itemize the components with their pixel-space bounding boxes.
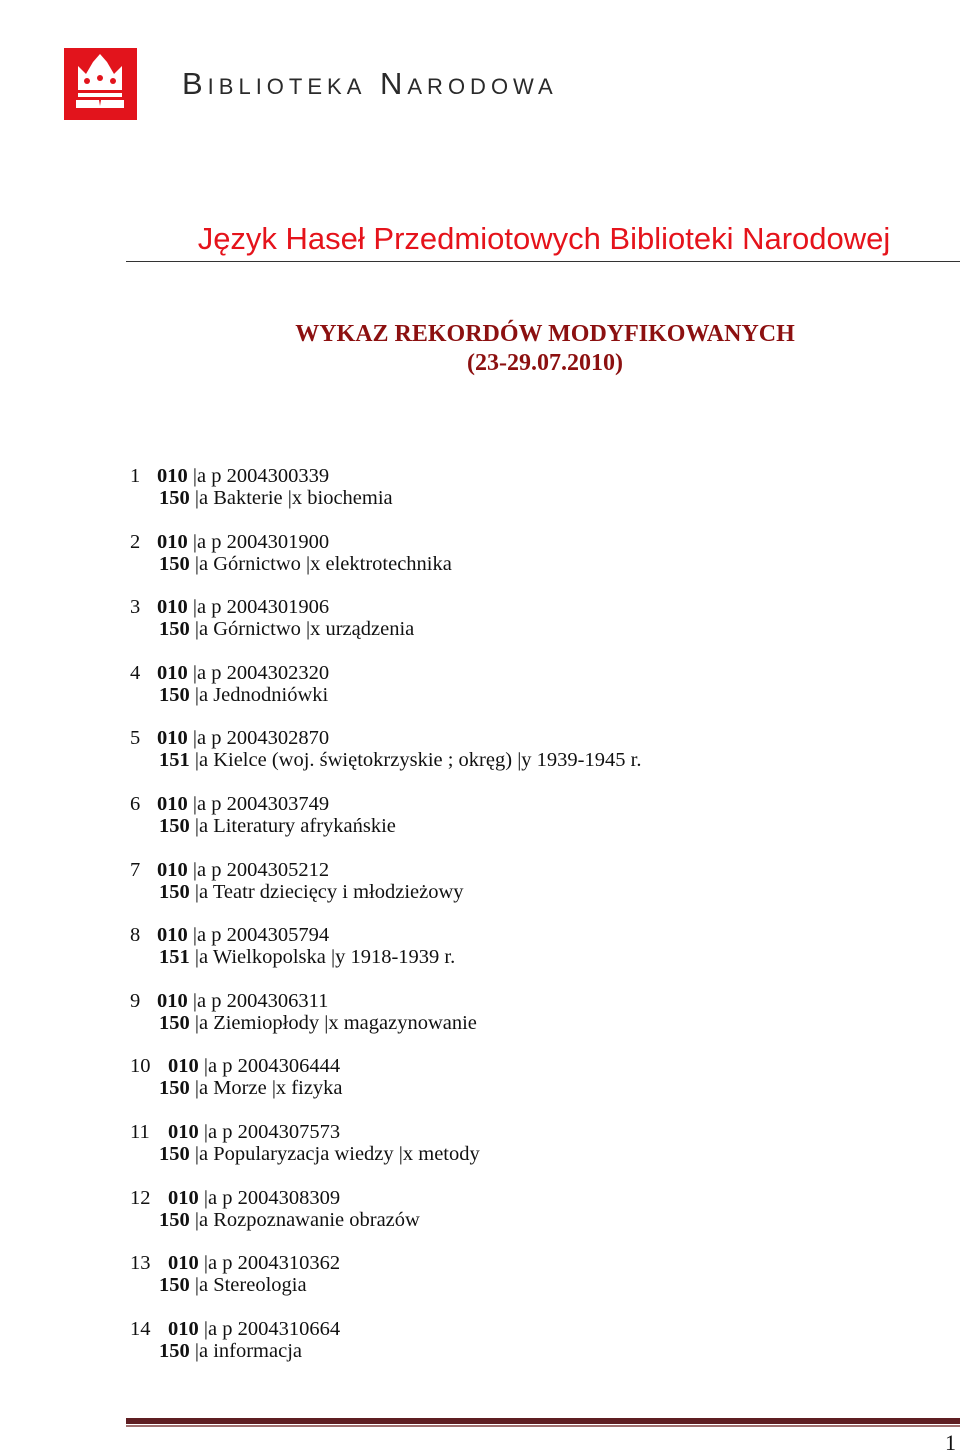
field-tag: 010 xyxy=(168,1055,199,1078)
field-value: |a p 2004302870 xyxy=(187,727,330,750)
record-field-010 xyxy=(168,1055,340,1077)
record-heading-field xyxy=(159,749,641,771)
field-tag: 150 xyxy=(159,1339,190,1362)
record-number: 12 xyxy=(130,1186,151,1209)
field-value: |a Bakterie |x biochemia xyxy=(189,487,393,509)
field-tag: 150 xyxy=(159,683,190,706)
field-tag: 150 xyxy=(159,487,190,509)
footer-rule xyxy=(126,1418,960,1424)
record-number: 13 xyxy=(130,1252,151,1275)
field-tag: 010 xyxy=(157,596,188,619)
field-value: |a Jednodniówki xyxy=(189,683,329,706)
record-number: 7 xyxy=(130,858,141,881)
record-number: 14 xyxy=(130,1317,151,1340)
field-value: |a p 2004307573 xyxy=(198,1120,341,1143)
record-field-010 xyxy=(157,793,329,815)
record-heading-field xyxy=(159,487,393,509)
field-tag: 150 xyxy=(159,1011,190,1034)
record-number: 6 xyxy=(130,792,141,815)
record-field-010 xyxy=(168,1187,340,1209)
record-heading-field xyxy=(159,1274,307,1296)
field-tag: 010 xyxy=(157,530,188,553)
field-value: |a p 2004301900 xyxy=(187,530,330,553)
crown-book-logo-icon xyxy=(64,48,137,120)
field-value: |a p 2004305794 xyxy=(187,924,330,947)
field-tag: 010 xyxy=(168,1317,199,1340)
field-value: |a p 2004306311 xyxy=(187,989,329,1012)
field-tag: 150 xyxy=(159,1142,190,1165)
field-value: |a p 2004305212 xyxy=(187,858,330,881)
record-heading-field xyxy=(159,1143,480,1165)
field-value: |a Rozpoznawanie obrazów xyxy=(189,1208,420,1231)
field-tag: 150 xyxy=(159,1274,190,1297)
title-divider xyxy=(126,261,960,262)
field-tag: 150 xyxy=(159,814,190,837)
field-value: |a Popularyzacja wiedzy |x metody xyxy=(189,1142,480,1165)
field-value: |a Wielkopolska |y 1918-1939 r. xyxy=(189,946,456,969)
record-heading-field xyxy=(159,684,328,706)
field-tag: 010 xyxy=(157,727,188,750)
record-number: 9 xyxy=(130,989,141,1012)
record-heading-field xyxy=(159,618,414,640)
field-value: |a Górnictwo |x elektrotechnika xyxy=(189,552,452,575)
record-heading-field xyxy=(159,1012,477,1034)
field-tag: 010 xyxy=(168,1252,199,1275)
library-brand-name: Biblioteka Narodowa xyxy=(182,66,558,101)
field-tag: 010 xyxy=(157,989,188,1012)
record-heading-field xyxy=(159,1340,302,1362)
field-value: |a p 2004302320 xyxy=(187,661,330,684)
field-value: |a Kielce (woj. świętokrzyskie ; okręg) |y 1939-1945 r. xyxy=(189,749,642,772)
field-tag: 150 xyxy=(159,618,190,641)
field-value: |a p 2004306444 xyxy=(198,1055,341,1078)
record-number: 1 xyxy=(130,465,141,487)
record-number: 8 xyxy=(130,924,141,947)
field-tag: 150 xyxy=(159,1077,190,1100)
field-value: |a p 2004300339 xyxy=(187,465,330,487)
record-field-010 xyxy=(157,596,329,618)
record-field-010 xyxy=(168,1121,340,1143)
record-heading-field xyxy=(159,553,452,575)
record-heading-field xyxy=(159,815,396,837)
field-value: |a Górnictwo |x urządzenia xyxy=(189,618,415,641)
field-tag: 010 xyxy=(157,924,188,947)
field-value: |a p 2004310362 xyxy=(198,1252,341,1275)
record-field-010 xyxy=(157,859,329,881)
field-tag: 151 xyxy=(159,946,190,969)
record-field-010 xyxy=(157,531,329,553)
field-value: |a p 2004301906 xyxy=(187,596,330,619)
record-heading-field xyxy=(159,946,455,968)
heading-line-1: WYKAZ REKORDÓW MODYFIKOWANYCH xyxy=(295,321,795,347)
record-number: 4 xyxy=(130,661,141,684)
record-field-010 xyxy=(157,924,329,946)
record-number: 2 xyxy=(130,530,141,553)
field-tag: 010 xyxy=(157,858,188,881)
record-field-010 xyxy=(157,662,329,684)
field-value: |a Ziemiopłody |x magazynowanie xyxy=(189,1011,477,1034)
field-value: |a Literatury afrykańskie xyxy=(189,814,396,837)
field-value: |a p 2004303749 xyxy=(187,792,330,815)
page-title xyxy=(126,221,960,257)
record-number: 3 xyxy=(130,596,141,619)
record-heading-field xyxy=(159,1209,420,1231)
footer-rule-thin xyxy=(126,1425,960,1427)
field-value: |a p 2004308309 xyxy=(198,1186,341,1209)
field-value: |a informacja xyxy=(189,1339,302,1362)
record-number: 10 xyxy=(130,1055,151,1078)
record-field-010 xyxy=(157,990,328,1012)
field-tag: 150 xyxy=(159,880,190,903)
page-number: 1 xyxy=(945,1430,956,1453)
heading-date-range: (23-29.07.2010) xyxy=(467,350,623,376)
field-tag: 010 xyxy=(168,1186,199,1209)
field-tag: 150 xyxy=(159,1208,190,1231)
record-field-010 xyxy=(157,727,329,749)
field-tag: 150 xyxy=(159,552,190,575)
document-heading xyxy=(126,320,960,378)
record-heading-field xyxy=(159,881,464,903)
field-tag: 010 xyxy=(157,661,188,684)
title-text: Język Haseł Przedmiotowych Biblioteki Narodowej xyxy=(197,221,891,256)
field-tag: 151 xyxy=(159,749,190,772)
field-value: |a p 2004310664 xyxy=(198,1317,341,1340)
record-heading-field xyxy=(159,1077,343,1099)
field-value: |a Stereologia xyxy=(189,1274,307,1297)
record-field-010 xyxy=(168,1318,340,1340)
record-number: 5 xyxy=(130,727,141,750)
record-field-010 xyxy=(157,465,329,487)
field-tag: 010 xyxy=(157,792,188,815)
field-value: |a Teatr dziecięcy i młodzieżowy xyxy=(189,880,464,903)
field-tag: 010 xyxy=(157,465,188,487)
field-tag: 010 xyxy=(168,1120,199,1143)
field-value: |a Morze |x fizyka xyxy=(189,1077,343,1100)
record-number: 11 xyxy=(130,1120,150,1143)
record-field-010 xyxy=(168,1252,340,1274)
